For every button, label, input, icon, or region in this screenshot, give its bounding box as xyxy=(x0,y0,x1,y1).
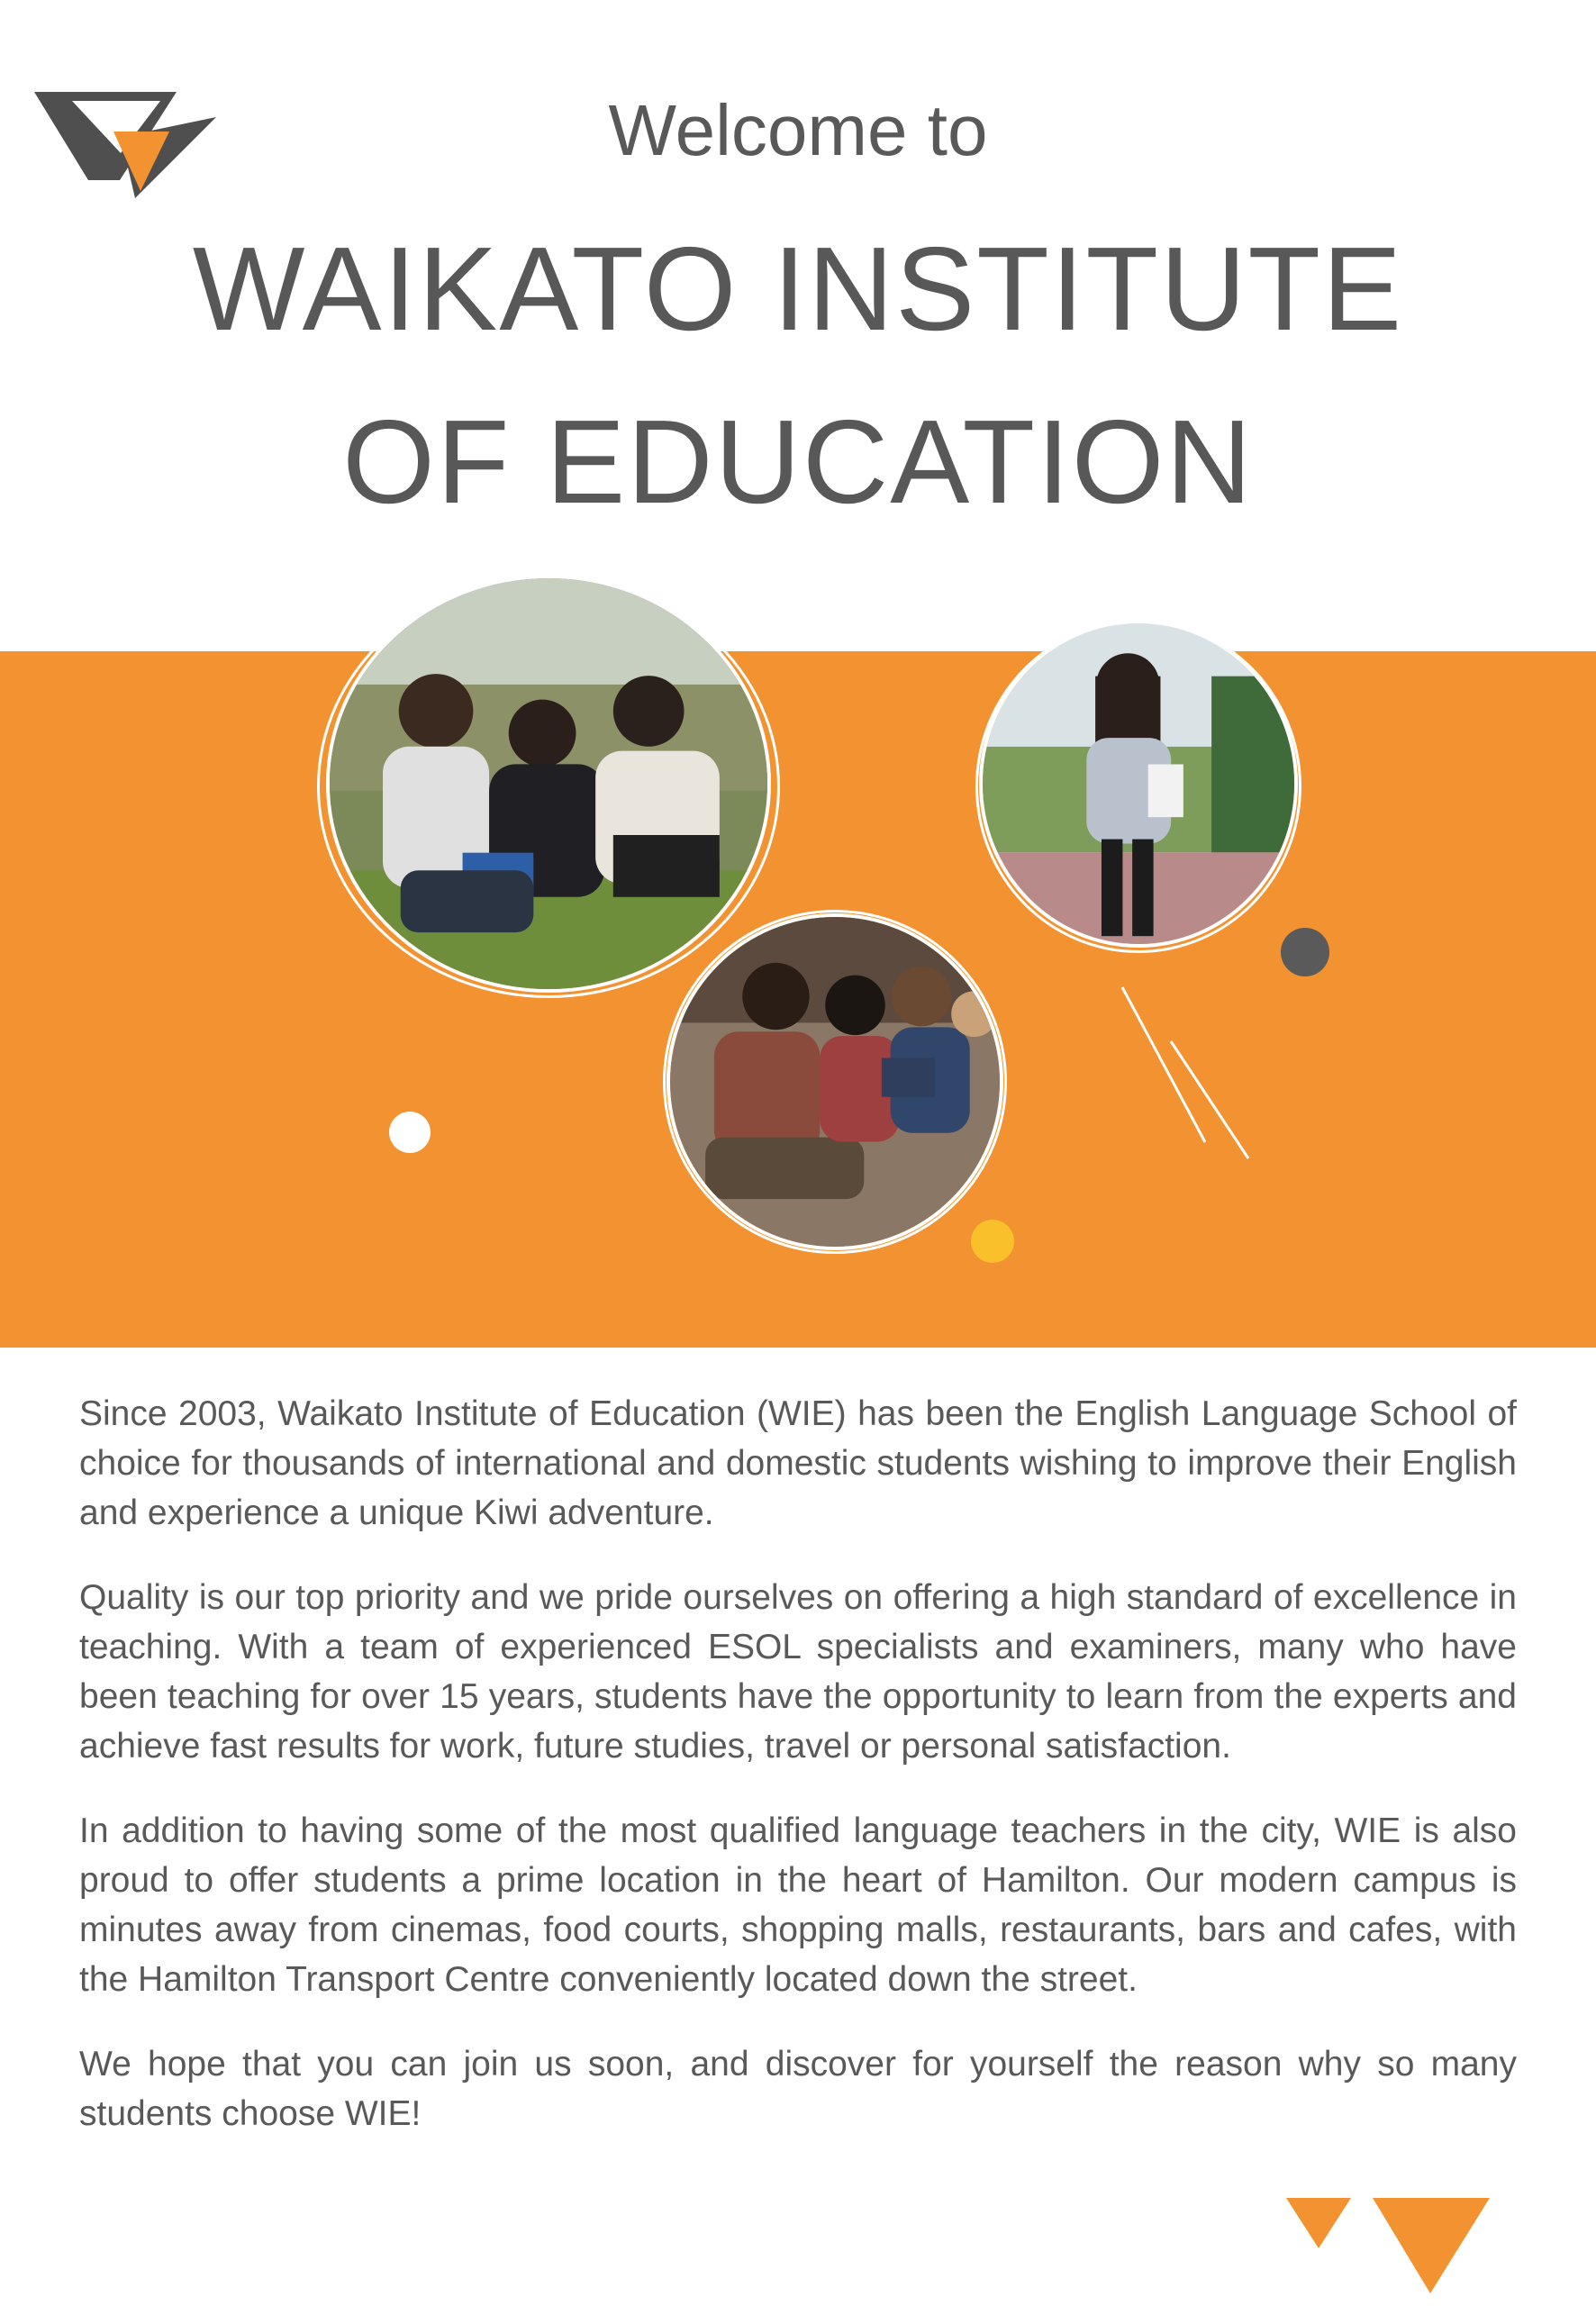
paragraph-2: Quality is our top priority and we pride ourselves on offering a high standard of excellence in teaching. With a team of experienced ESOL specialists and examiners, many who have been teaching for over 15 years, students have the opportunity to learn from the experts and achieve fast results for work, future studies, travel or personal satisfaction. xyxy=(79,1578,1517,1766)
decor-dot-white xyxy=(389,1112,431,1153)
decor-dot-yellow xyxy=(971,1220,1014,1263)
photo-student-standing-icon xyxy=(979,620,1298,948)
body-text xyxy=(79,1389,1517,2174)
paragraph-1: Since 2003, Waikato Institute of Education (WIE) has been the English Language School of choice for thousands of international and domestic students wishing to improve their English and experience a unique Kiwi adventure. xyxy=(79,1394,1517,1532)
title-line-1: WAIKATO INSTITUTE xyxy=(192,222,1404,355)
institute-title xyxy=(0,203,1596,549)
photo-students-reading-icon xyxy=(667,913,1003,1250)
welcome-heading: Welcome to xyxy=(608,90,988,170)
decor-dot-gray xyxy=(1281,928,1329,976)
paragraph-4: We hope that you can join us soon, and discover for yourself the reason why so many students choose WIE! xyxy=(79,2045,1517,2133)
title-line-2: OF EDUCATION xyxy=(342,395,1254,528)
corner-triangles-icon xyxy=(1279,2196,1495,2295)
paragraph-3: In addition to having some of the most qualified language teachers in the city, WIE is also proud to offer students a prime location in the heart of Hamilton. Our modern campus is minutes away from cinemas, food courts, shopping malls, restaurants, bars and cafes, with the Hamilton Transport Centre conveniently located down the street. xyxy=(79,1811,1517,1999)
photo-students-laptop-icon xyxy=(326,575,771,993)
decor-lines xyxy=(1117,982,1252,1162)
